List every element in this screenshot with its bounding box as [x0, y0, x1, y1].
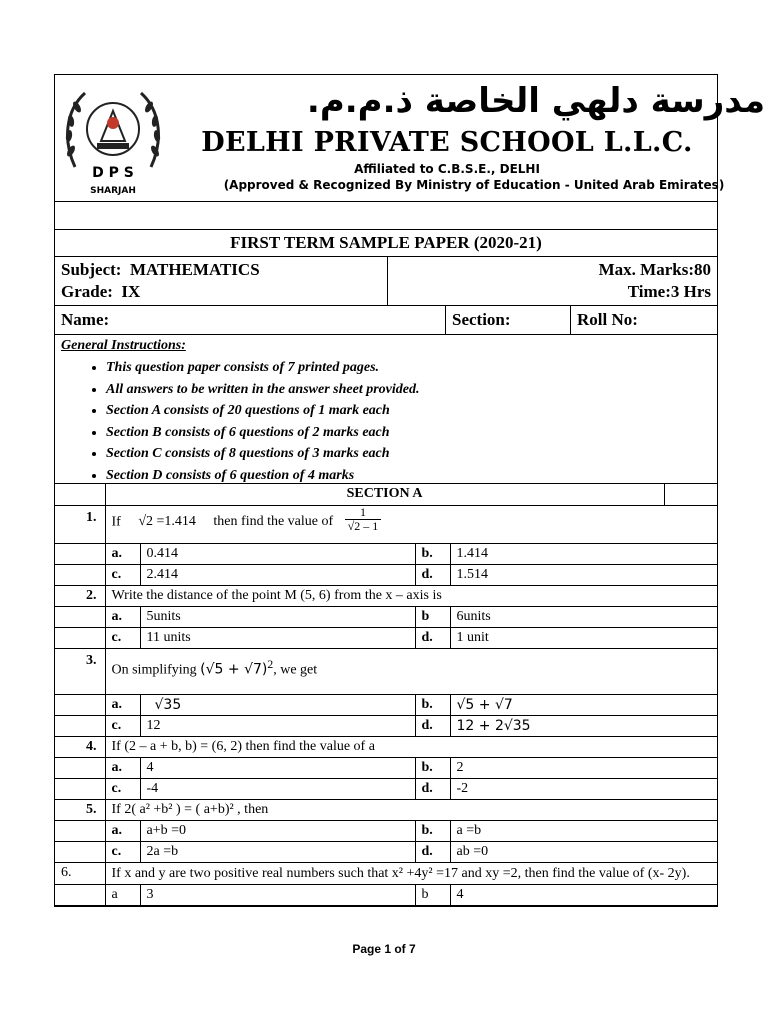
option-value[interactable]: √5 + √7	[450, 694, 717, 715]
option-label: d.	[415, 564, 450, 585]
option-value[interactable]: 12	[140, 715, 415, 736]
option-value[interactable]: -2	[450, 778, 717, 799]
question-text: On simplifying $(√5 + √7)^2$, we get	[105, 648, 717, 694]
option-label: a	[105, 884, 140, 905]
subject-grade-cell	[55, 257, 388, 305]
option-value[interactable]: ab =0	[450, 841, 717, 862]
fraction: $\frac{1}{√2 - 1}$	[345, 506, 382, 533]
option-value[interactable]: 6units	[450, 606, 717, 627]
option-value[interactable]: 2.414	[140, 564, 415, 585]
logo-subtext: SHARJAH	[90, 186, 136, 196]
option-value[interactable]: 1 unit	[450, 627, 717, 648]
instruction-item: • All answers to be written in the answer sheet provided.	[106, 379, 711, 401]
option-value[interactable]: 2a =b	[140, 841, 415, 862]
school-approval: (Approved & Recognized By Ministry of Education - United Arab Emirates)	[223, 178, 725, 192]
option-label: d.	[415, 841, 450, 862]
instruction-item: • Section A consists of 20 questions of 1 mark each	[106, 400, 711, 422]
option-label: a.	[105, 757, 140, 778]
max-marks-label: Max. Marks:80	[598, 260, 711, 279]
option-value[interactable]: 1.414	[450, 543, 717, 564]
school-header	[55, 75, 765, 202]
school-name: DELHI PRIVATE SCHOOL L.L.C.	[201, 127, 693, 158]
question-number: 3.	[55, 648, 105, 694]
question-number: 1.	[55, 505, 105, 543]
logo-text: D P S	[92, 165, 134, 181]
question-number: 5.	[55, 799, 105, 820]
option-value[interactable]: √35	[140, 694, 415, 715]
section-a-heading: SECTION A	[105, 484, 664, 505]
option-value[interactable]: a =b	[450, 820, 717, 841]
school-affiliation: Affiliated to C.B.S.E., DELHI	[354, 162, 540, 176]
option-label: b.	[415, 757, 450, 778]
instruction-item: • Section B consists of 6 questions of 2 marks each	[106, 422, 711, 444]
general-instructions	[55, 335, 717, 484]
paper-frame	[54, 74, 765, 907]
option-label: c.	[105, 627, 140, 648]
option-label: b.	[415, 820, 450, 841]
option-label: a.	[105, 543, 140, 564]
grade-label: Grade: IX	[61, 282, 141, 301]
instructions-title: General Instructions:	[61, 338, 186, 353]
subject-row	[55, 257, 717, 306]
option-value[interactable]: 4	[140, 757, 415, 778]
name-field[interactable]: Name:	[55, 306, 446, 334]
question-number: 6.	[55, 862, 105, 884]
instruction-item: • Section C consists of 8 questions of 3 marks each	[106, 443, 711, 465]
question-text: If 2( a² +b² ) = ( a+b)² , then	[105, 799, 717, 820]
marks-time-cell	[388, 257, 717, 305]
roll-no-field[interactable]: Roll No:	[577, 310, 638, 329]
option-value[interactable]: 11 units	[140, 627, 415, 648]
paper-title: FIRST TERM SAMPLE PAPER (2020-21)	[55, 230, 717, 257]
page-footer: Page 1 of 7	[352, 942, 416, 956]
question-number: 2.	[55, 585, 105, 606]
option-label: a.	[105, 694, 140, 715]
math-expression: (√5 + √7)	[200, 661, 268, 678]
option-label: d.	[415, 715, 450, 736]
blank-row	[55, 202, 717, 230]
option-value[interactable]: a+b =0	[140, 820, 415, 841]
option-label: b.	[415, 543, 450, 564]
instruction-item: • Section D consists of 6 question of 4 marks	[106, 465, 711, 487]
option-label: c.	[105, 778, 140, 799]
option-label: a.	[105, 820, 140, 841]
option-value[interactable]: 2	[450, 757, 717, 778]
option-label: c.	[105, 564, 140, 585]
option-label: b	[415, 606, 450, 627]
option-label: b.	[415, 694, 450, 715]
option-value[interactable]: 12 + 2√35	[450, 715, 717, 736]
section-field[interactable]: Section:	[446, 306, 571, 334]
option-value[interactable]: -4	[140, 778, 415, 799]
instruction-item: • This question paper consists of 7 printed pages.	[106, 357, 711, 379]
school-arabic-name: مدرسة دلهي الخاصة ذ.م.م.	[306, 81, 765, 121]
option-value[interactable]: 3	[140, 884, 415, 905]
time-label: Time:3 Hrs	[627, 282, 711, 301]
option-label: b	[415, 884, 450, 905]
question-text: Write the distance of the point M (5, 6) from the x – axis is	[105, 585, 717, 606]
option-label: a.	[105, 606, 140, 627]
option-label: c.	[105, 841, 140, 862]
option-label: c.	[105, 715, 140, 736]
question-text: If √2 =1.414 then find the value of $\frac{1}{√2 - 1}$	[105, 505, 717, 543]
option-value[interactable]: 1.514	[450, 564, 717, 585]
instructions-list	[61, 357, 711, 486]
option-value[interactable]: 5units	[140, 606, 415, 627]
question-text: If x and y are two positive real numbers such that x² +4y² =17 and xy =2, then find the value of (x- 2y).	[105, 862, 717, 884]
question-text: If (2 – a + b, b) = (6, 2) then find the value of a	[105, 736, 717, 757]
student-info-row	[55, 306, 717, 335]
question-number: 4.	[55, 736, 105, 757]
option-value[interactable]: 4	[450, 884, 717, 905]
school-logo	[61, 81, 165, 199]
subject-label: Subject: MATHEMATICS	[61, 260, 260, 279]
option-value[interactable]: 0.414	[140, 543, 415, 564]
option-label: d.	[415, 627, 450, 648]
questions-table	[55, 484, 717, 906]
option-label: d.	[415, 778, 450, 799]
